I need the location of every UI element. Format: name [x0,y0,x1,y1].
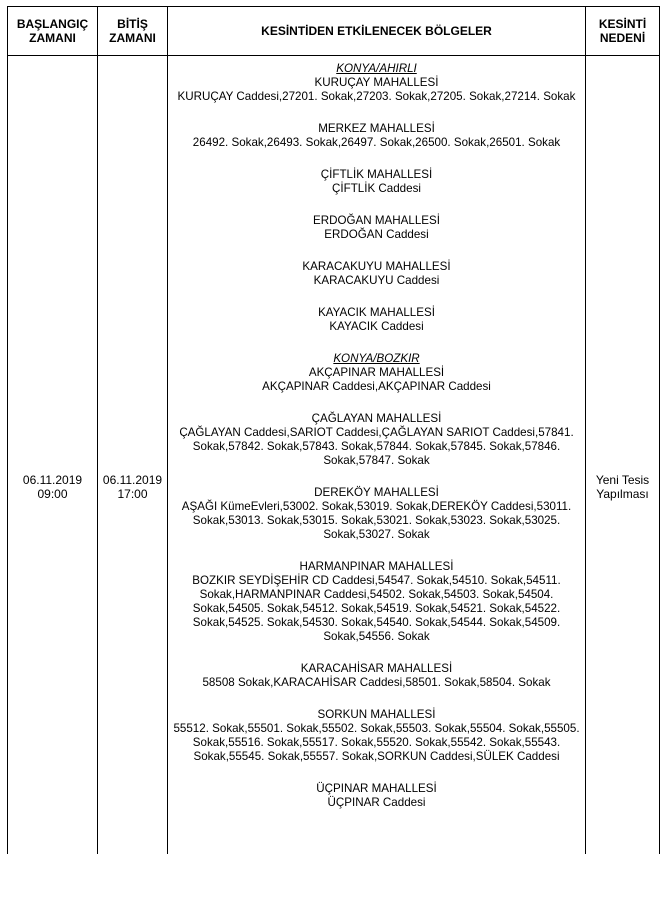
district-name: KONYA/AHIRLI [336,62,417,75]
reason-line1: Yeni Tesis [595,473,650,487]
neighborhood-block [168,306,585,334]
table-border-right [659,6,660,854]
header-start-line1: BAŞLANGIÇ [16,16,89,31]
end-datetime-cell [98,470,167,504]
neighborhood-block [168,122,585,150]
reason-line2: Yapılması [596,487,649,501]
street-list: ÇİFTLİK Caddesi [332,182,421,195]
neighborhood-block [168,486,585,542]
neighborhood-block [168,168,585,196]
street-list: KARACAKUYU Caddesi [313,274,440,287]
header-reason-line2: NEDENİ [599,30,646,45]
header-divider [7,55,660,56]
start-datetime-cell [8,470,97,504]
district-name: KONYA/BOZKIR [333,352,420,365]
column-divider-3 [585,6,586,854]
neighborhood-name: ÜÇPINAR MAHALLESİ [316,782,437,795]
neighborhood-name: KARACAHİSAR MAHALLESİ [300,662,453,675]
neighborhood-name: ÇAĞLAYAN MAHALLESİ [311,412,442,425]
neighborhood-block [168,352,585,394]
street-list: AKÇAPINAR Caddesi,AKÇAPINAR Caddesi [262,380,491,393]
neighborhood-block [168,662,585,690]
neighborhood-name: ERDOĞAN MAHALLESİ [313,214,440,227]
street-list: ÜÇPINAR Caddesi [327,796,426,809]
header-regions-label: KESİNTİDEN ETKİLENECEK BÖLGELER [261,23,492,38]
neighborhood-name: MERKEZ MAHALLESİ [318,122,435,135]
start-date: 06.11.2019 [22,473,83,487]
header-reason [586,6,659,55]
column-divider-1 [97,6,98,854]
neighborhood-name: KAYACIK MAHALLESİ [318,306,435,319]
header-end-line1: BİTİŞ [117,16,148,31]
header-regions [168,6,585,55]
street-list: 58508 Sokak,KARACAHİSAR Caddesi,58501. Sokak,58504. Sokak [202,676,551,689]
street-list: 55512. Sokak,55501. Sokak,55502. Sokak,55503. Sokak,55504. Sokak,55505. Sokak,55516. Sokak,55517. Sokak,55520. Sokak,55542. Sokak,55543. Sokak,55545. Sokak,55557. Sokak,SORKUN Caddesi,SÜLEK Caddesi [173,722,580,763]
neighborhood-block [168,214,585,242]
neighborhood-name: KURUÇAY MAHALLESİ [314,76,439,89]
neighborhood-block [168,708,585,764]
reason-cell [586,470,659,504]
header-end-time [98,6,167,55]
neighborhood-name: ÇİFTLİK MAHALLESİ [320,168,433,181]
street-list: ERDOĞAN Caddesi [324,228,429,241]
neighborhood-name: DEREKÖY MAHALLESİ [314,486,439,499]
neighborhood-name: AKÇAPINAR MAHALLESİ [308,366,445,379]
header-end-line2: ZAMANI [109,30,156,45]
end-time: 17:00 [117,487,148,501]
neighborhood-block [168,782,585,810]
header-start-time [8,6,97,55]
start-time: 09:00 [37,487,68,501]
header-start-line2: ZAMANI [29,30,76,45]
street-list: KURUÇAY Caddesi,27201. Sokak,27203. Sokak,27205. Sokak,27214. Sokak [177,90,576,103]
header-reason-line1: KESİNTİ [598,16,647,31]
neighborhood-block [168,62,585,104]
street-list: KAYACIK Caddesi [329,320,424,333]
neighborhood-block [168,560,585,644]
affected-regions-cell [168,62,585,828]
street-list: BOZKIR SEYDİŞEHİR CD Caddesi,54547. Sokak,54510. Sokak,54511. Sokak,HARMANPINAR Caddesi,54502. Sokak,54503. Sokak,54504. Sokak,54505. Sokak,54512. Sokak,54519. Sokak,54521. Sokak,54522. Sokak,54525. Sokak,54530. Sokak,54540. Sokak,54544. Sokak,54509. Sokak,54556. Sokak [192,574,561,643]
neighborhood-name: HARMANPINAR MAHALLESİ [299,560,454,573]
table-border-left [7,6,8,854]
street-list: AŞAĞI KümeEvleri,53002. Sokak,53019. Sokak,DEREKÖY Caddesi,53011. Sokak,53013. Sokak,53015. Sokak,53021. Sokak,53023. Sokak,53025. Sokak,53027. Sokak [181,500,572,541]
neighborhood-name: SORKUN MAHALLESİ [317,708,436,721]
neighborhood-block [168,260,585,288]
neighborhood-block [168,412,585,468]
street-list: ÇAĞLAYAN Caddesi,SARIOT Caddesi,ÇAĞLAYAN SARIOT Caddesi,57841. Sokak,57842. Sokak,57843. Sokak,57844. Sokak,57845. Sokak,57846. Sokak,57847. Sokak [179,426,574,467]
end-date: 06.11.2019 [102,473,163,487]
neighborhood-name: KARACAKUYU MAHALLESİ [302,260,451,273]
street-list: 26492. Sokak,26493. Sokak,26497. Sokak,26500. Sokak,26501. Sokak [192,136,561,149]
